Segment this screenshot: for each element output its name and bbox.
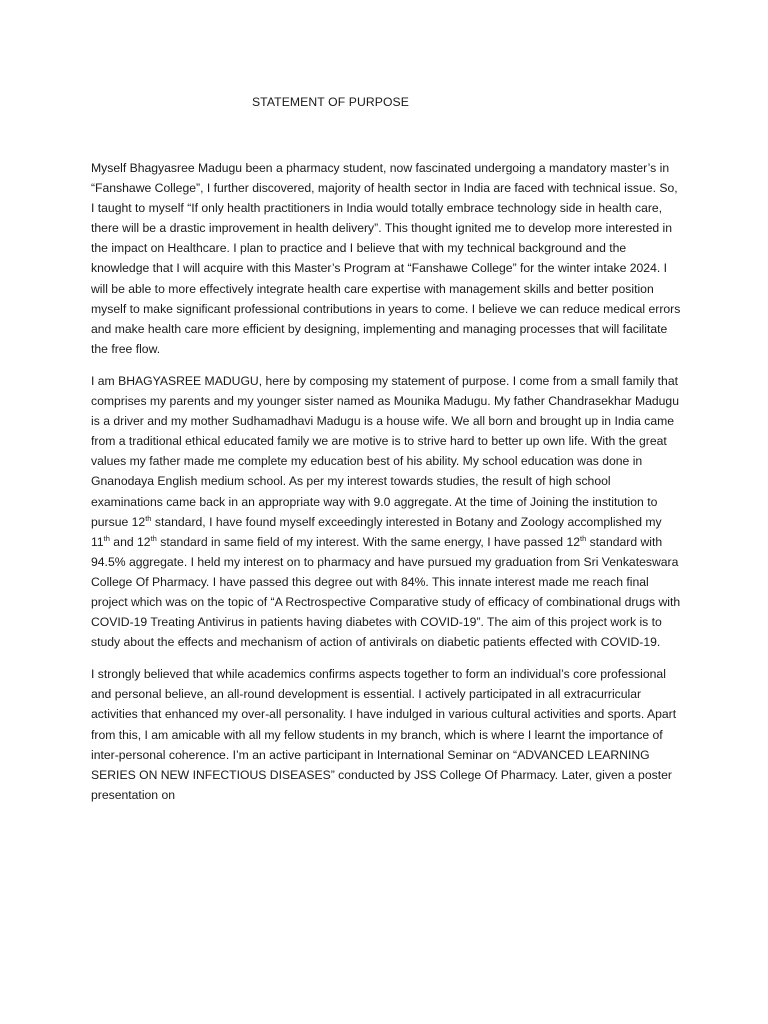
paragraph-background xyxy=(91,371,683,652)
paragraph-extracurricular: I strongly believed that while academics confirms aspects together to form an individual’s core professional and personal believe, an all-round development is essential. I actively participated in all extracurricular activities that enhanced my over-all personality. I have indulged in various cultural activities and sports. Apart from this, I am amicable with all my fellow students in my branch, which is where I learnt the importance of inter-personal coherence. I’m an active participant in International Seminar on “ADVANCED LEARNING SERIES ON NEW INFECTIOUS DISEASES” conducted by JSS College Of Pharmacy. Later, given a poster presentation on xyxy=(91,667,677,802)
superscript-th: th xyxy=(150,533,157,543)
paragraph-background-text-c: and 12 xyxy=(109,534,151,549)
superscript-th: th xyxy=(103,533,110,543)
paragraph-intro: Myself Bhagyasree Madugu been a pharmacy student, now fascinated undergoing a mandatory master’s in “Fanshawe College”, I further discovered, majority of health sector in India are faced with technical issue. So, I taught to myself “If only health practitioners in India would totally embrace technology side in health care, there will be a drastic improvement in health delivery”. This thought ignited me to develop more interested in the impact on Healthcare. I plan to practice and I believe that with my technical background and the knowledge that I will acquire with this Master’s Program at “Fanshawe College” for the winter intake 2024. I will be able to more effectively integrate health care expertise with management skills and better position myself to make significant professional contributions in years to come. I believe we can reduce medical errors and make health care more efficient by designing, implementing and managing processes that will facilitate the free flow. xyxy=(91,161,681,356)
paragraph-background-text-d: standard in same field of my interest. With the same energy, I have passed 12 xyxy=(156,534,581,549)
paragraph-background-text-a: I am BHAGYASREE MADUGU, here by composing my statement of purpose. I come from a small family that comprises my parents and my younger sister named as Mounika Madugu. My father Chandrasekhar Madugu is a driver and my mother Sudhamadhavi Madugu is a house wife. We all born and brought up in India came from a traditional ethical educated family we are motive is to strive hard to better up own life. With the great values my father made me complete my education best of his ability. My school education was done in Gnanodaya English medium school. As per my interest towards studies, the result of high school examinations came back in an appropriate way with 9.0 aggregate. At the time of Joining the institution to pursue 12 xyxy=(91,373,679,529)
superscript-th: th xyxy=(145,513,152,523)
document-title: STATEMENT OF PURPOSE xyxy=(251,95,410,109)
document-body xyxy=(91,158,683,817)
paragraph-background-text-e: standard with 94.5% aggregate. I held my interest on to pharmacy and have pursued my graduation from Sri Venkateswara College Of Pharmacy. I have passed this degree out with 84%. This innate interest made me reach final project which was on the topic of “A Rectrospective Comparative study of efficacy of combinational drugs with COVID-19 Treating Antivirus in patients having diabetes with COVID-19”. The aim of this project work is to study about the effects and mechanism of action of antivirals on diabetic patients effected with COVID-19. xyxy=(91,534,681,650)
superscript-th: th xyxy=(580,533,587,543)
paragraph-background-text-b: standard, I have found myself exceedingly interested in Botany and Zoology accomplished my 11 xyxy=(91,514,662,549)
